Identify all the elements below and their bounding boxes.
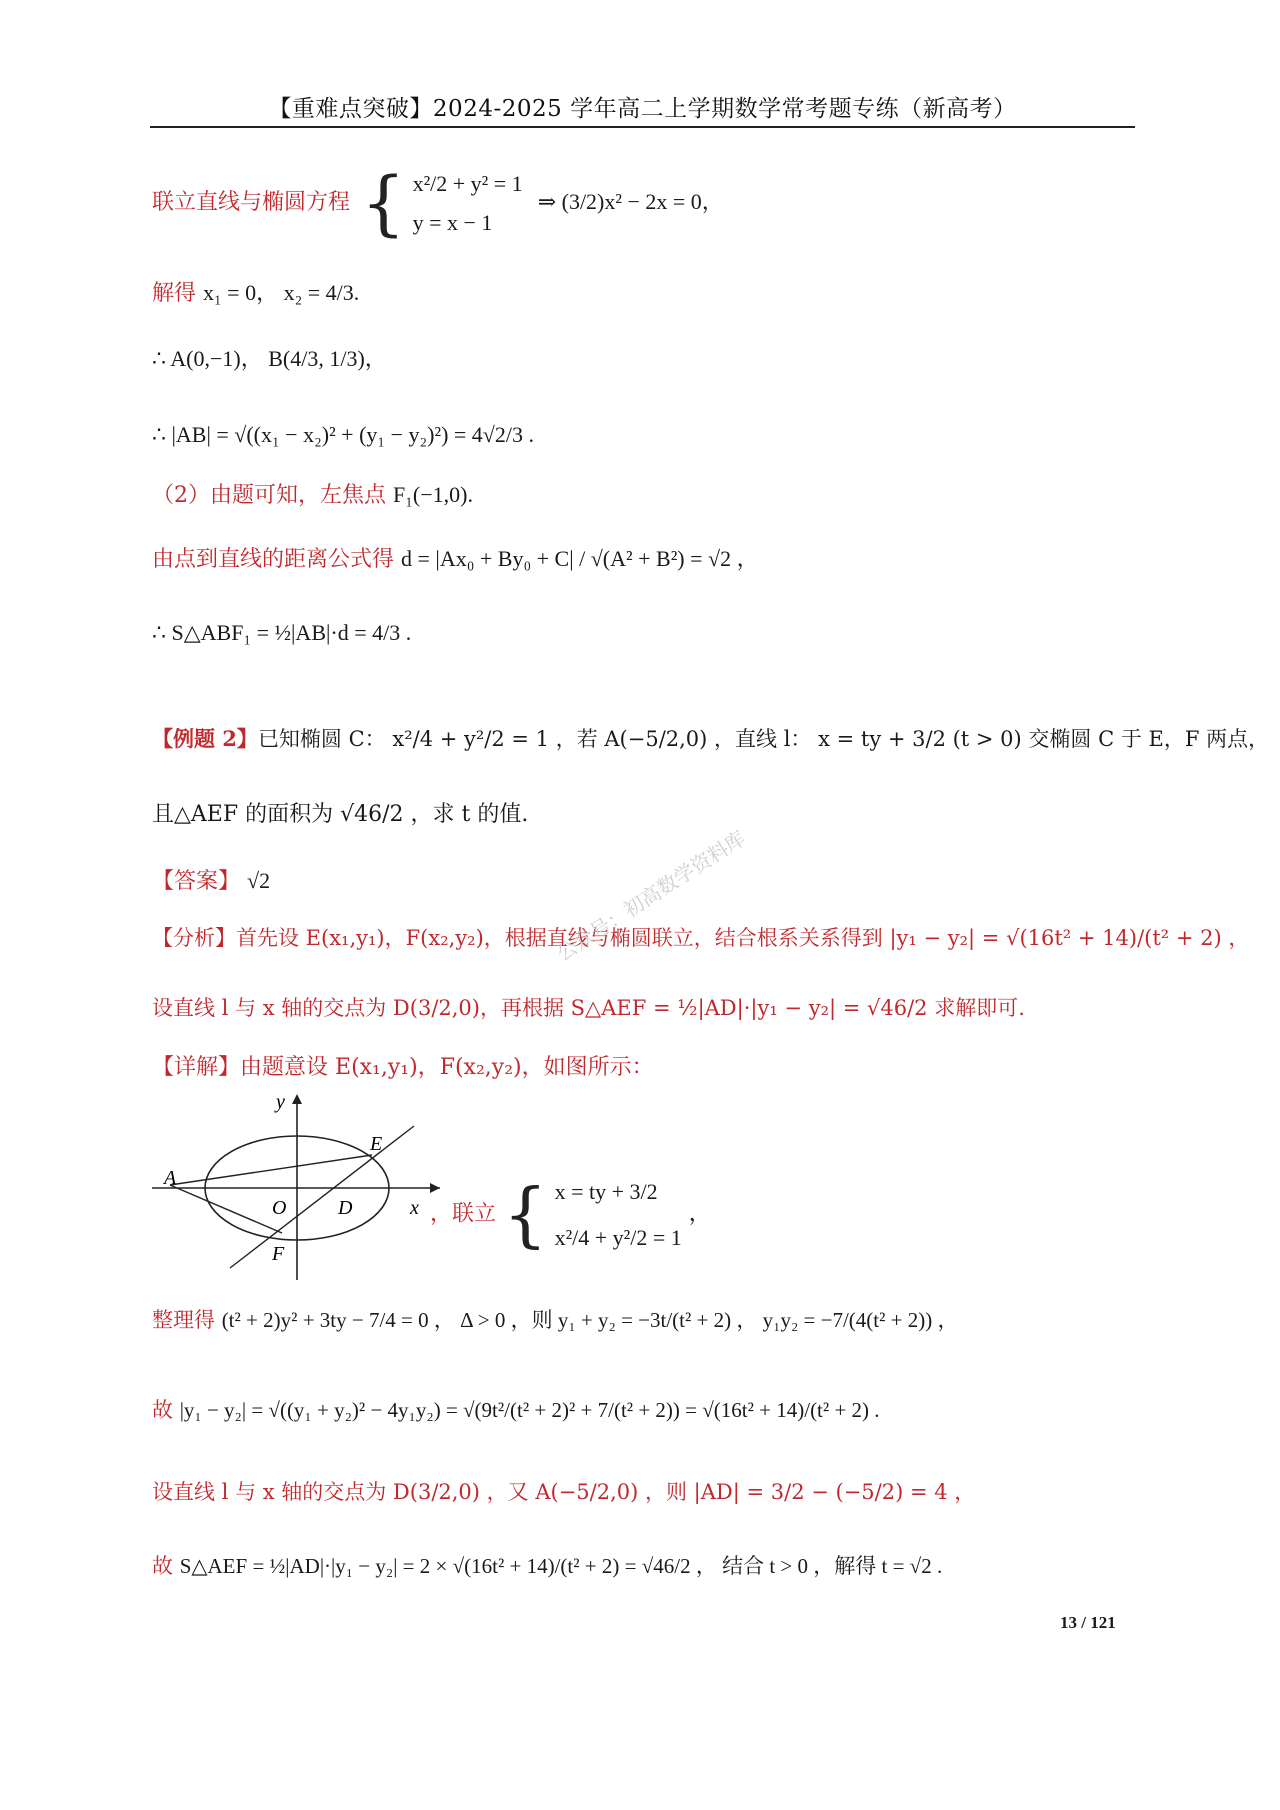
solution-line-8 — [152, 1310, 959, 1331]
line1-prefix: 联立直线与椭圆方程 — [152, 190, 351, 215]
y-axis-arrow — [292, 1094, 302, 1104]
line6-text: 由点到直线的距离公式得 — [152, 547, 395, 572]
figure-system-bottom: x²/4 + y²/2 = 1 — [554, 1224, 682, 1250]
solution-line-11 — [152, 1556, 942, 1577]
solution-line-1 — [152, 162, 724, 244]
line-l — [230, 1126, 414, 1268]
line9-text: 故 — [152, 1398, 173, 1422]
answer-label: 【答案】 — [152, 869, 241, 894]
figure-equation-system — [555, 1178, 682, 1251]
system-brace: { — [361, 162, 406, 244]
label-F: F — [272, 1243, 285, 1265]
line8-text: 整理得 — [152, 1308, 215, 1332]
line5-text: （2）由题可知，左焦点 — [152, 483, 386, 508]
line6-math: d = |Ax₀ + By₀ + C| / √(A² + B²) = √2 ， — [401, 546, 759, 571]
label-A: A — [164, 1167, 177, 1189]
line2-math: x₁ = 0， x₂ = 4/3. — [203, 280, 360, 305]
line1-result: ⇒ (3/2)x² − 2x = 0， — [537, 189, 724, 214]
label-D: D — [338, 1197, 353, 1219]
line9-math: |y₁ − y₂| = √((y₁ + y₂)² − 4y₁y₂) = √(9t²/(t² + 2)² + 7/(t² + 2)) = √(16t² + 14)/(t² + 2) . — [179, 1398, 880, 1422]
label-E: E — [370, 1133, 383, 1155]
line2-text: 解得 — [152, 281, 197, 306]
solution-line-10: 设直线 l 与 x 轴的交点为 D(3/2,0) ，又 A(−5/2,0) ，则 |AD| = 3/2 − (−5/2) = 4 ， — [152, 1480, 976, 1504]
system-eq-top: x²/2 + y² = 1 — [412, 170, 523, 196]
label-y: y — [276, 1091, 285, 1113]
figure-comma: ， — [688, 1200, 711, 1226]
line5-math: F₁(−1,0). — [393, 482, 473, 507]
analysis-text-1: 首先设 E(x₁,y₁)，F(x₂,y₂)，根据直线与椭圆联立，结合根系关系得到 |y₁ − y₂| = √(16t² + 14)/(t² + 2) ， — [236, 926, 1250, 950]
details-label: 【详解】 — [152, 1055, 241, 1080]
label-O: O — [272, 1197, 287, 1219]
ellipse-figure — [152, 1090, 452, 1284]
page-number: 13 / 121 — [1060, 1613, 1116, 1632]
solution-line-6 — [152, 548, 759, 571]
line11-math: S△AEF = ½|AD|·|y₁ − y₂| = 2 × √(16t² + 14)/(t² + 2) = √46/2 ， 结合 t > 0 ，解得 t = √2 . — [179, 1554, 943, 1578]
solution-line-4: ∴ |AB| = √((x₁ − x₂)² + (y₁ − y₂)²) = 4√2/3 . — [152, 422, 534, 447]
solution-line-9 — [152, 1400, 880, 1421]
analysis-line-1 — [152, 928, 1249, 949]
solution-line-3: ∴ A(0,−1)， B(4/3, 1/3)， — [152, 346, 387, 371]
example-2-label: 【例题 2】 — [152, 726, 258, 751]
figure-system-top: x = ty + 3/2 — [554, 1179, 658, 1204]
page-header: 【重难点突破】2024-2025 学年高二上学期数学常考题专练（新高考） — [268, 96, 1017, 122]
example-2-text-2: 且△AEF 的面积为 √46/2 ，求 t 的值. — [152, 802, 529, 827]
segment-AE — [170, 1155, 372, 1185]
figure-side-system — [430, 1173, 711, 1256]
details-text: 由题意设 E(x₁,y₁)，F(x₂,y₂)，如图所示： — [240, 1055, 654, 1080]
line11-text: 故 — [152, 1554, 173, 1578]
system-eq-bottom: y = x − 1 — [412, 210, 493, 235]
example-2-text-1: 已知椭圆 C： x²/4 + y²/2 = 1 ，若 A(−5/2,0) ，直线 l： x = ty + 3/2 (t > 0) 交椭圆 C 于 E，F 两点， — [257, 727, 1270, 751]
example-2-line-2 — [152, 804, 528, 826]
analysis-label: 【分析】 — [152, 926, 236, 950]
figure-system-brace: { — [503, 1173, 548, 1256]
answer-value: √2 — [247, 868, 271, 893]
solution-line-5 — [152, 484, 473, 507]
ellipse-diagram — [152, 1090, 452, 1280]
solution-line-7: ∴ S△ABF₁ = ½|AB|·d = 4/3 . — [152, 620, 412, 645]
answer-line — [152, 870, 270, 893]
watermark: 公众号：初高数学资料库 — [552, 825, 750, 966]
analysis-line-2: 设直线 l 与 x 轴的交点为 D(3/2,0)，再根据 S△AEF = ½|AD|·|y₁ − y₂| = √46/2 求解即可. — [152, 996, 1025, 1020]
label-x: x — [410, 1197, 419, 1219]
equation-system — [413, 170, 523, 237]
figure-lianli-text: ，联立 — [430, 1201, 497, 1227]
details-line — [152, 1057, 654, 1079]
line8-math: (t² + 2)y² + 3ty − 7/4 = 0 ， Δ > 0 ，则 y₁ + y₂ = −3t/(t² + 2) ， y₁y₂ = −7/(4(t² + 2)) ， — [221, 1308, 959, 1332]
header-rule — [150, 126, 1135, 128]
segment-AF — [170, 1185, 282, 1233]
solution-line-2 — [152, 282, 359, 305]
example-2-line-1 — [152, 728, 1269, 750]
